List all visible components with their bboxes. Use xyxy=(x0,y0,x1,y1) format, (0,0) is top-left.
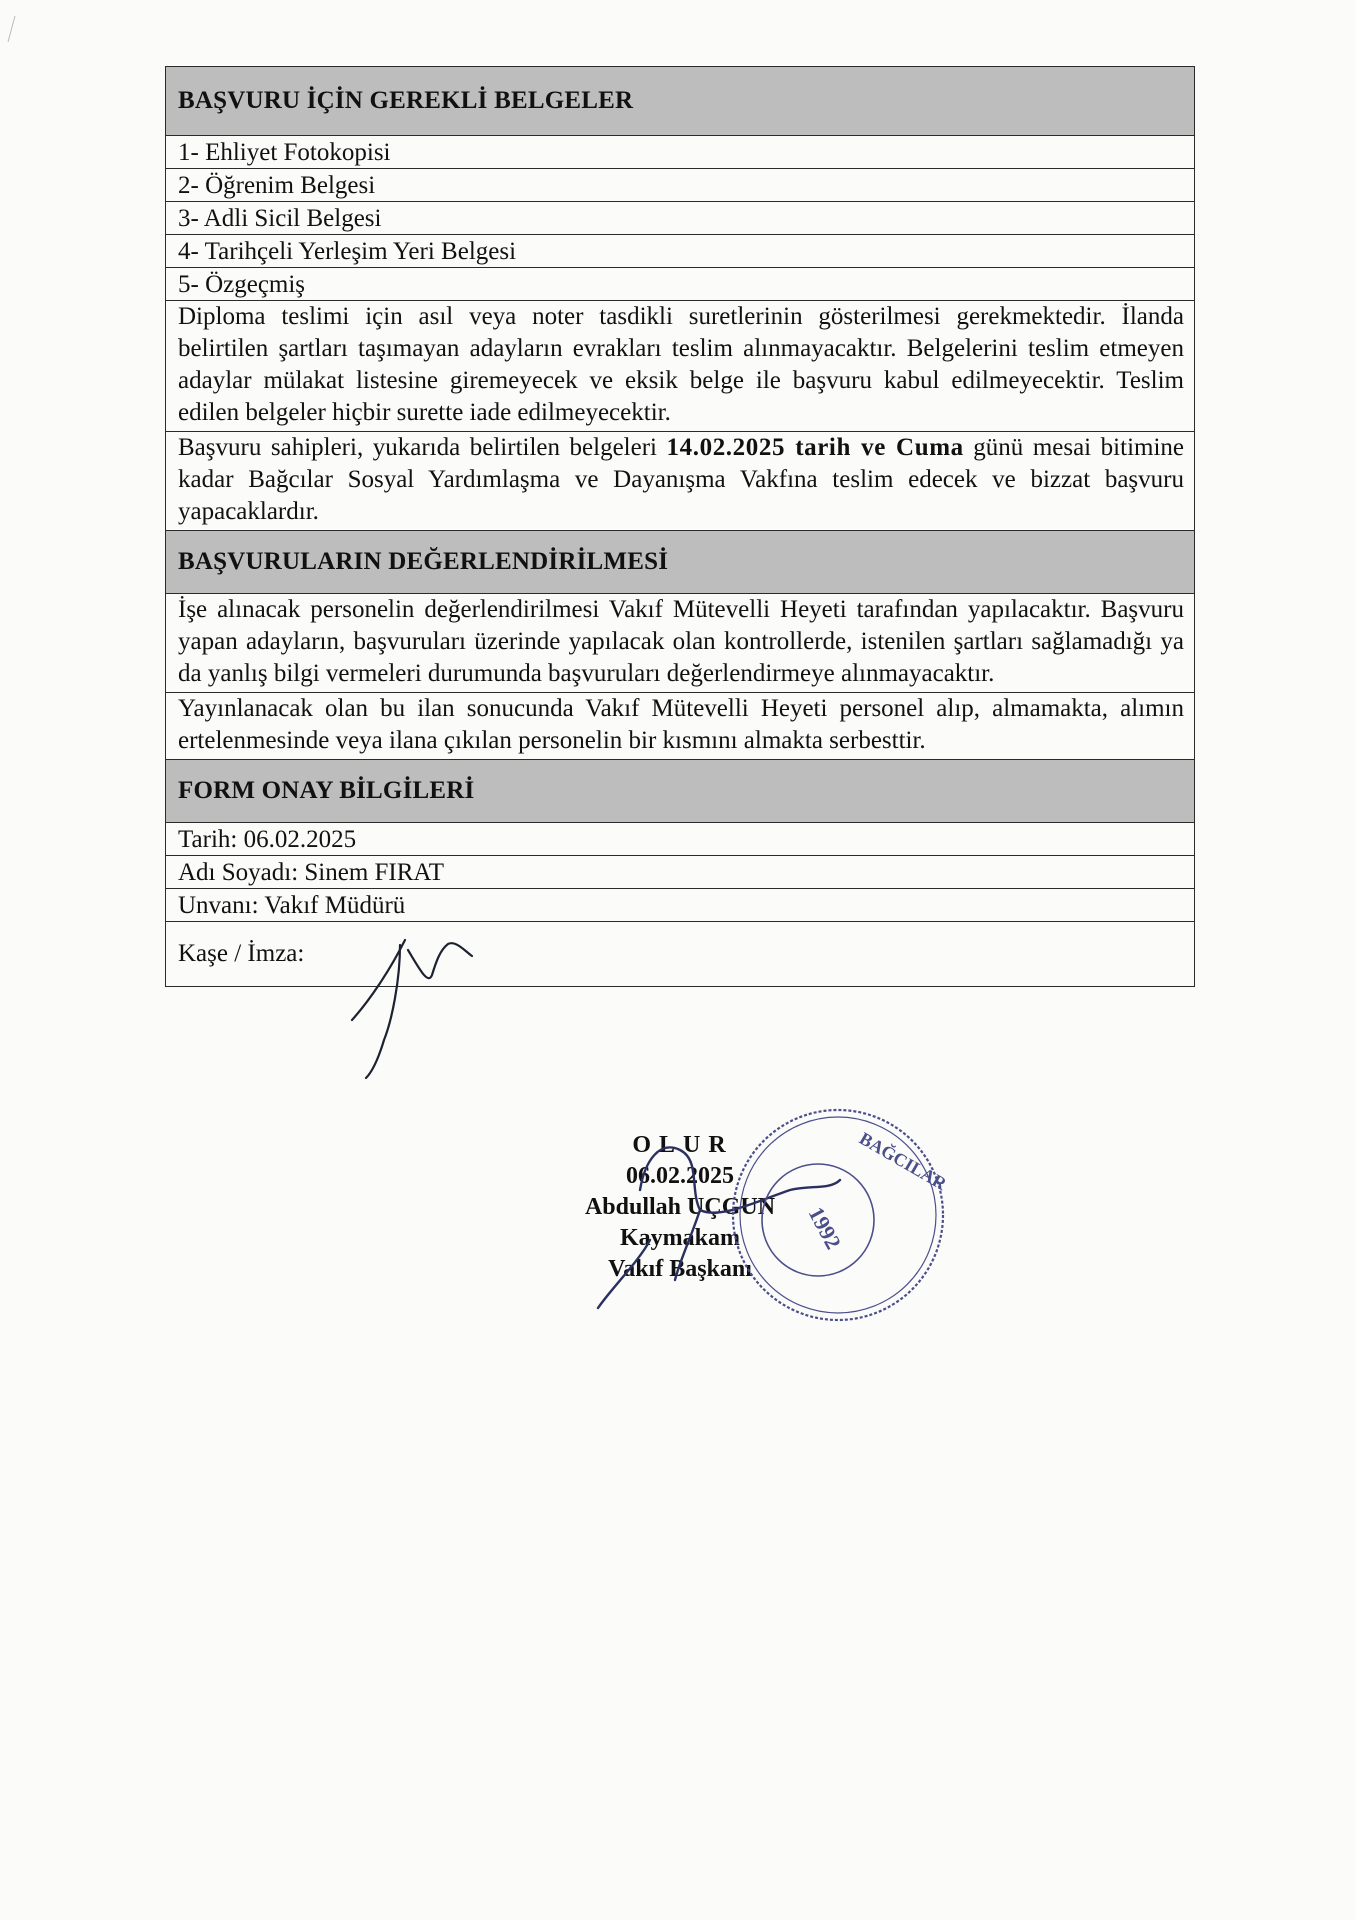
evaluation-paragraph-text: Yayınlanacak olan bu ilan sonucunda Vakıf Mütevelli Heyeti personel alıp, almamakta, alımın ertelenmesinde veya ilana çıkılan personelin bir kısmını almakta serbesttir. xyxy=(178,695,1184,754)
application-form-table xyxy=(165,66,1195,987)
olur-heading: OLUR xyxy=(632,1132,734,1158)
olur-name: Abdullah UÇGUN xyxy=(584,1194,776,1220)
document-item-text: 3- Adli Sicil Belgesi xyxy=(178,205,382,232)
section-header-evaluation xyxy=(166,531,1194,594)
document-item-text: 5- Özgeçmiş xyxy=(178,271,306,298)
approval-name-row xyxy=(166,856,1194,889)
approval-date: Tarih: 06.02.2025 xyxy=(178,826,357,853)
document-item xyxy=(166,136,1194,169)
approval-name: Adı Soyadı: Sinem FIRAT xyxy=(178,859,444,886)
evaluation-paragraph-1 xyxy=(166,594,1194,693)
olur-role-governor: Kaymakam xyxy=(620,1225,740,1251)
section-header-form-approval xyxy=(166,760,1194,823)
signature-row xyxy=(166,922,1194,986)
section-title: FORM ONAY BİLGİLERİ xyxy=(178,777,475,804)
section-title: BAŞVURULARIN DEĞERLENDİRİLMESİ xyxy=(178,548,669,575)
deadline-text-before: Başvuru sahipleri, yukarıda belirtilen belgeleri xyxy=(178,434,667,461)
document-item xyxy=(166,268,1194,301)
olur-date: 06.02.2025 xyxy=(626,1163,734,1189)
signature-label: Kaşe / İmza: xyxy=(178,940,305,967)
deadline-note-text xyxy=(178,432,1184,528)
document-item xyxy=(166,202,1194,235)
deadline-text-after: günü mesai bitimine kadar Bağcılar Sosyal Yardımlaşma ve Dayanışma Vakfına teslim edecek ve bizzat başvuru yapacaklardır. xyxy=(178,434,1185,525)
olur-role-foundation-president: Vakıf Başkanı xyxy=(608,1256,752,1282)
document-item xyxy=(166,235,1194,268)
documents-note-text: Diploma teslimi için asıl veya noter tasdikli suretlerinin gösterilmesi gerekmektedir. İlanda belirtilen şartları taşımayan adayların evrakları teslim alınmayacaktır. Belgelerini teslim etmeyen adaylar mülakat listesine giremeyecek ve eksik belge ile başvuru kabul edilmeyecektir. Teslim edilen belgeler hiçbir surette iade edilmeyecektir. xyxy=(178,303,1184,426)
section-title: BAŞVURU İÇİN GEREKLİ BELGELER xyxy=(178,87,634,114)
scan-mark xyxy=(6,14,16,44)
section-header-required-documents xyxy=(166,67,1194,136)
approval-date-row xyxy=(166,823,1194,856)
approval-title-row xyxy=(166,889,1194,922)
olur-approval-block xyxy=(560,1130,800,1285)
deadline-date: 14.02.2025 tarih ve Cuma xyxy=(666,434,964,461)
deadline-note xyxy=(166,432,1194,531)
document-item-text: 2- Öğrenim Belgesi xyxy=(178,172,376,199)
documents-note xyxy=(166,301,1194,432)
evaluation-paragraph-2 xyxy=(166,693,1194,760)
document-item xyxy=(166,169,1194,202)
stamp-year-text: 1992 xyxy=(803,1202,847,1254)
document-item-text: 4- Tarihçeli Yerleşim Yeri Belgesi xyxy=(178,238,517,265)
stamp-outer-text: BAĞCILAR xyxy=(856,1128,951,1194)
document-item-text: 1- Ehliyet Fotokopisi xyxy=(178,139,391,166)
approval-title: Unvanı: Vakıf Müdürü xyxy=(178,892,406,919)
evaluation-paragraph-text: İşe alınacak personelin değerlendirilmesi Vakıf Mütevelli Heyeti tarafından yapılacaktır. Başvuru yapan adayların, başvuruları üzerinde yapılacak olan kontrollerde, istenilen şartları sağlamadığı ya da yanlış bilgi vermeleri durumunda başvuruları değerlendirmeye alınmayacaktır. xyxy=(178,596,1184,687)
